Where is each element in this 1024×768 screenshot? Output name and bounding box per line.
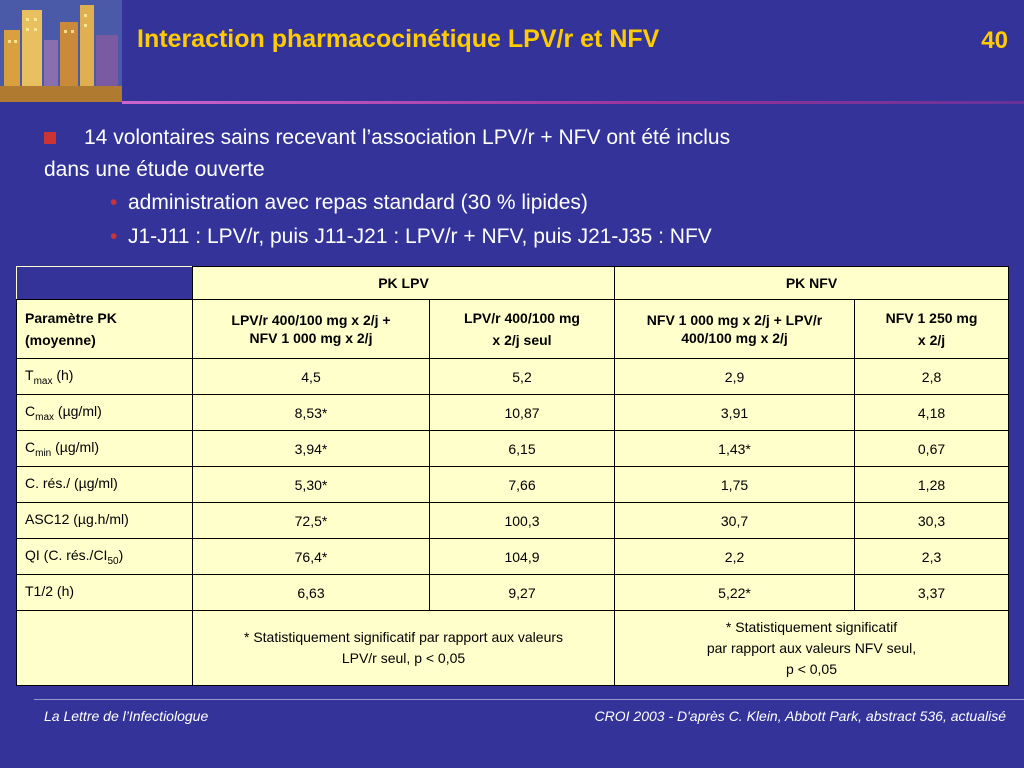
col-header-lpv-nfv: LPV/r 400/100 mg x 2/j + NFV 1 000 mg x 2/j [193, 300, 430, 359]
table-row [17, 395, 1009, 431]
value-cell: 2,9 [615, 359, 855, 395]
sub-bullet [44, 220, 730, 254]
value-cell: 3,37 [855, 575, 1009, 611]
param-cell: $T_{max}$ (h) [17, 359, 193, 395]
slide-title: Interaction pharmacocinétique LPV/r et NFV [137, 25, 660, 53]
table-row [17, 431, 1009, 467]
value-cell: 3,94* [193, 431, 430, 467]
value-cell: 72,5* [193, 503, 430, 539]
value-cell: 0,67 [855, 431, 1009, 467]
value-cell: 8,53* [193, 395, 430, 431]
value-cell: 2,2 [615, 539, 855, 575]
table-row [17, 359, 1009, 395]
value-cell: 30,7 [615, 503, 855, 539]
value-cell: 5,30* [193, 467, 430, 503]
value-cell: 30,3 [855, 503, 1009, 539]
dot-bullet-icon: • [110, 191, 118, 214]
square-bullet-icon [44, 132, 56, 144]
main-bullet-line2: dans une étude ouverte [44, 158, 265, 181]
footnote-nfv: * Statistiquement significatif par rapport aux valeurs NFV seul, p < 0,05 [615, 611, 1009, 686]
col-header-nfv-lpv: NFV 1 000 mg x 2/j + LPV/r 400/100 mg x 2/j [615, 300, 855, 359]
group-header-row [17, 267, 1009, 300]
group-header-pk-lpv: PK LPV [193, 267, 615, 300]
main-bullet [44, 122, 730, 186]
footnote-lpv: * Statistiquement significatif par rapport aux valeurs LPV/r seul, p < 0,05 [193, 611, 615, 686]
value-cell: 104,9 [430, 539, 615, 575]
value-cell: 1,28 [855, 467, 1009, 503]
value-cell: 6,63 [193, 575, 430, 611]
param-cell: $C_{min}$ (µg/ml) [17, 431, 193, 467]
value-cell: 9,27 [430, 575, 615, 611]
value-cell: 100,3 [430, 503, 615, 539]
footnote-row [17, 611, 1009, 686]
bullet-list [44, 122, 730, 254]
city-skyline-logo [0, 0, 122, 102]
pk-table [16, 266, 1009, 686]
value-cell: 7,66 [430, 467, 615, 503]
dot-bullet-icon: • [110, 225, 118, 248]
table-row [17, 539, 1009, 575]
value-cell: 4,5 [193, 359, 430, 395]
table-row [17, 503, 1009, 539]
footer-journal: La Lettre de l’Infectiologue [44, 708, 209, 724]
value-cell: 1,75 [615, 467, 855, 503]
main-bullet-line1: 14 volontaires sains recevant l’association LPV/r + NFV ont été inclus [84, 126, 731, 149]
value-cell: 4,18 [855, 395, 1009, 431]
value-cell: 76,4* [193, 539, 430, 575]
footer-divider [34, 699, 1024, 700]
value-cell: 2,3 [855, 539, 1009, 575]
param-cell: C. rés./ (µg/ml) [17, 467, 193, 503]
skyline-icon [0, 0, 122, 102]
sub-bullet-text: administration avec repas standard (30 % lipides) [128, 191, 588, 214]
param-cell: QI (C. $rés./CI_{50}$) [17, 539, 193, 575]
footer-source: CROI 2003 - D'après C. Klein, Abbott Park, abstract 536, actualisé [594, 708, 1006, 724]
sub-bullet [44, 186, 730, 220]
value-cell: 5,2 [430, 359, 615, 395]
table-row [17, 467, 1009, 503]
column-header-row [17, 300, 1009, 359]
param-cell: T1/2 (h) [17, 575, 193, 611]
value-cell: 6,15 [430, 431, 615, 467]
title-divider [122, 101, 1024, 104]
value-cell: 5,22* [615, 575, 855, 611]
value-cell: 2,8 [855, 359, 1009, 395]
page-number: 40 [981, 27, 1008, 54]
group-header-pk-nfv: PK NFV [615, 267, 1009, 300]
table-row [17, 575, 1009, 611]
table-body [17, 359, 1009, 611]
param-header: Paramètre PK (moyenne) [17, 300, 193, 359]
value-cell: 10,87 [430, 395, 615, 431]
value-cell: 3,91 [615, 395, 855, 431]
param-cell: $C_{max}$ (µg/ml) [17, 395, 193, 431]
value-cell: 1,43* [615, 431, 855, 467]
col-header-lpv-seul: LPV/r 400/100 mg x 2/j seul [430, 300, 615, 359]
param-cell: ASC12 (µg.h/ml) [17, 503, 193, 539]
col-header-nfv-seul: NFV 1 250 mg x 2/j [855, 300, 1009, 359]
sub-bullet-text: J1-J11 : LPV/r, puis J11-J21 : LPV/r + NFV, puis J21-J35 : NFV [128, 225, 712, 248]
